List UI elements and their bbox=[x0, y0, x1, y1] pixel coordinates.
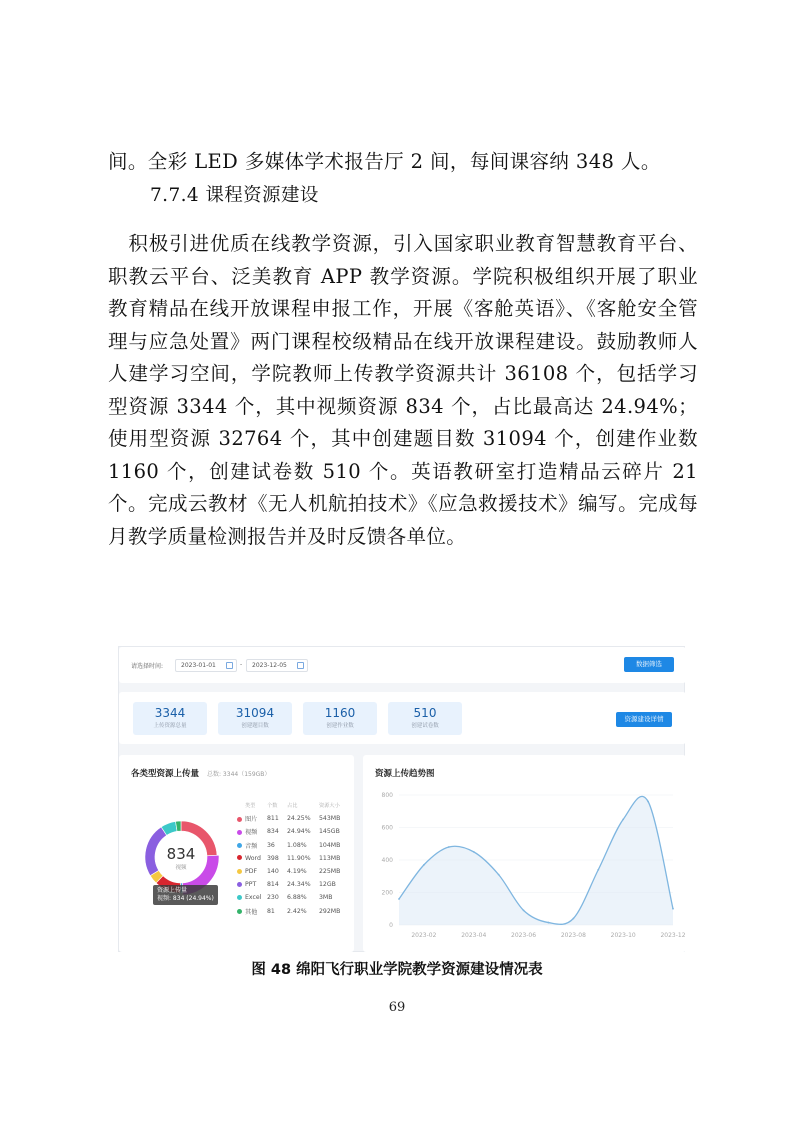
stat-value: 510 bbox=[413, 706, 437, 720]
legend-label: 音频 bbox=[245, 842, 258, 850]
y-tick-label: 400 bbox=[381, 857, 393, 864]
legend-dot bbox=[237, 843, 242, 848]
y-tick-label: 800 bbox=[381, 792, 393, 799]
legend-size: 292MB bbox=[319, 907, 341, 915]
legend-row[interactable] bbox=[237, 812, 353, 825]
legend-percent: 11.90% bbox=[287, 854, 311, 862]
legend-size: 145GB bbox=[319, 828, 340, 836]
legend-count: 36 bbox=[267, 841, 275, 849]
legend-row[interactable] bbox=[237, 905, 353, 918]
legend-type bbox=[237, 907, 267, 916]
stat-label: 上传资源总量 bbox=[153, 723, 187, 729]
section-heading: 7.7.4 课程资源建设 bbox=[150, 185, 319, 206]
stat-value: 1160 bbox=[324, 706, 356, 720]
trend-area bbox=[399, 796, 673, 925]
legend-type bbox=[237, 881, 267, 888]
calendar-icon bbox=[297, 662, 304, 669]
legend-count: 834 bbox=[267, 828, 279, 836]
legend-size: 543MB bbox=[319, 815, 341, 823]
x-tick-label: 2023-06 bbox=[511, 932, 537, 939]
trend-point[interactable] bbox=[548, 922, 550, 924]
stat-value: 31094 bbox=[235, 706, 275, 720]
trend-point[interactable] bbox=[498, 874, 500, 876]
legend-count: 811 bbox=[267, 815, 279, 823]
legend-label: 其他 bbox=[245, 908, 258, 916]
legend-count: 398 bbox=[267, 854, 279, 862]
legend-label: 图片 bbox=[245, 816, 258, 824]
legend-size: 104MB bbox=[319, 841, 341, 849]
legend-dot bbox=[237, 909, 242, 914]
legend-percent: 24.94% bbox=[287, 828, 311, 836]
legend-dot bbox=[237, 882, 242, 887]
panel-subtitle: 总数: 3344（159GB） bbox=[207, 771, 271, 778]
legend-row[interactable] bbox=[237, 825, 353, 838]
legend-percent: 2.42% bbox=[287, 907, 307, 915]
legend-percent: 1.08% bbox=[287, 841, 307, 849]
text-continuation: 间。全彩 LED 多媒体学术报告厅 2 间，每间课容纳 348 人。 bbox=[108, 150, 661, 173]
stat-card-homework[interactable] bbox=[303, 702, 377, 735]
stats-bar bbox=[119, 692, 686, 744]
trend-line-chart[interactable] bbox=[363, 755, 686, 952]
legend-type bbox=[237, 814, 267, 823]
end-date-value: 2023-12-05 bbox=[252, 662, 287, 669]
tooltip-title: 资源上传量 bbox=[157, 887, 188, 894]
x-tick-label: 2023-02 bbox=[411, 932, 437, 939]
trend-point[interactable] bbox=[597, 869, 599, 871]
stat-card-questions[interactable] bbox=[218, 702, 292, 735]
legend-count: 814 bbox=[267, 881, 279, 889]
start-date-input[interactable] bbox=[175, 659, 237, 672]
x-tick-label: 2023-12 bbox=[660, 932, 686, 939]
stat-value: 3344 bbox=[154, 706, 186, 720]
legend-row[interactable] bbox=[237, 839, 353, 852]
filter-button[interactable]: 数据筛选 bbox=[624, 657, 674, 672]
legend-type bbox=[237, 894, 267, 901]
legend-row[interactable] bbox=[237, 852, 353, 865]
filter-bar bbox=[119, 647, 686, 683]
trend-point[interactable] bbox=[572, 918, 574, 920]
legend-percent: 24.25% bbox=[287, 815, 311, 823]
trend-point[interactable] bbox=[672, 908, 674, 910]
header-size: 资源大小 bbox=[319, 803, 340, 810]
y-tick-label: 0 bbox=[389, 922, 393, 929]
panel-title: 资源上传趋势图 bbox=[375, 769, 435, 779]
legend-dot bbox=[237, 895, 242, 900]
legend-label: 视频 bbox=[245, 829, 258, 837]
legend-type bbox=[237, 841, 267, 850]
legend-count: 140 bbox=[267, 868, 279, 876]
legend-label: Excel bbox=[245, 894, 262, 902]
stat-card-exams[interactable] bbox=[388, 702, 462, 735]
trend-point[interactable] bbox=[473, 851, 475, 853]
legend-label: PDF bbox=[245, 868, 258, 876]
date-filter-label: 请选择时间: bbox=[131, 663, 164, 670]
dashboard-figure bbox=[118, 646, 685, 952]
trend-point[interactable] bbox=[647, 801, 649, 803]
legend-row[interactable] bbox=[237, 878, 353, 891]
legend-percent: 24.34% bbox=[287, 881, 311, 889]
y-tick-label: 200 bbox=[381, 889, 393, 897]
figure-caption: 图 48 绵阳飞行职业学院教学资源建设情况表 bbox=[251, 962, 543, 978]
tooltip-value: 视频: 834 (24.94%) bbox=[157, 895, 214, 902]
donut-center-value: 834 bbox=[166, 845, 196, 863]
legend-size: 225MB bbox=[319, 868, 341, 876]
donut-center-label: 视频 bbox=[175, 865, 187, 871]
trend-point[interactable] bbox=[448, 846, 450, 848]
legend-dot bbox=[237, 830, 242, 835]
legend-dot bbox=[237, 869, 242, 874]
legend-type bbox=[237, 868, 267, 875]
legend-header bbox=[237, 799, 353, 812]
legend-count: 230 bbox=[267, 894, 279, 902]
stat-label: 创建作业数 bbox=[326, 723, 354, 729]
x-tick-label: 2023-04 bbox=[461, 932, 487, 939]
resource-type-panel bbox=[119, 755, 354, 952]
trend-point[interactable] bbox=[622, 818, 624, 820]
stat-card-total[interactable] bbox=[133, 702, 207, 735]
header-pct: 占比 bbox=[287, 803, 298, 810]
trend-point[interactable] bbox=[523, 909, 525, 911]
legend-label: PPT bbox=[245, 881, 257, 889]
legend-type bbox=[237, 855, 267, 862]
stat-label: 创建题目数 bbox=[241, 723, 269, 729]
calendar-icon bbox=[226, 662, 233, 669]
body-paragraph: 积极引进优质在线教学资源，引入国家职业教育智慧教育平台、职教云平台、泛美教育 APP 教学资源。学院积极组织开展了职业教育精品在线开放课程申报工作，开展《客舱英语》、《客舱安全管理与应急处置》两门课程校级精品在线开放课程建设。鼓励教师人人建学习空间，学院教师上传教学资源共计 36108 个，包括学习型资源 3344 个，其中视频资源 834 个，占比最高达 24.94%；使用型资源 32764 个，其中创建题目数 31094 个，创建作业数 1160 个，创建试卷数 510 个。英语教研室打造精品云碎片 21 个。完成云教材《无人机航拍技术》《应急救援技术》编写。完成每月教学质量检测报告并及时反馈各单位。 bbox=[108, 232, 698, 548]
legend-percent: 4.19% bbox=[287, 868, 307, 876]
start-date-value: 2023-01-01 bbox=[181, 662, 216, 669]
y-tick-label: 600 bbox=[381, 824, 393, 832]
trend-point[interactable] bbox=[398, 898, 400, 900]
legend-size: 12GB bbox=[319, 881, 336, 889]
legend-row[interactable] bbox=[237, 891, 353, 904]
x-tick-label: 2023-10 bbox=[610, 932, 636, 939]
trend-point[interactable] bbox=[423, 864, 425, 866]
legend-type bbox=[237, 827, 267, 836]
panel-title: 各类型资源上传量 bbox=[131, 769, 200, 779]
legend-percent: 6.88% bbox=[287, 894, 307, 902]
date-separator: - bbox=[240, 661, 243, 668]
stat-label: 创建试卷数 bbox=[411, 723, 439, 729]
legend-row[interactable] bbox=[237, 865, 353, 878]
x-tick-label: 2023-08 bbox=[560, 932, 586, 939]
page-number: 69 bbox=[388, 1000, 406, 1015]
header-type: 类型 bbox=[245, 803, 256, 810]
chart-tooltip bbox=[153, 885, 218, 905]
legend-table bbox=[237, 799, 353, 918]
legend-dot bbox=[237, 855, 242, 860]
end-date-input[interactable] bbox=[246, 659, 308, 672]
legend-dot bbox=[237, 817, 242, 822]
legend-size: 3MB bbox=[319, 894, 333, 902]
upload-trend-panel bbox=[363, 755, 686, 952]
resource-detail-button[interactable]: 资源建设详情 bbox=[616, 712, 672, 727]
legend-count: 81 bbox=[267, 907, 275, 915]
donut-slice-5[interactable] bbox=[145, 827, 167, 876]
legend-size: 113MB bbox=[319, 854, 341, 862]
header-count: 个数 bbox=[267, 803, 278, 810]
legend-label: Word bbox=[245, 854, 261, 862]
